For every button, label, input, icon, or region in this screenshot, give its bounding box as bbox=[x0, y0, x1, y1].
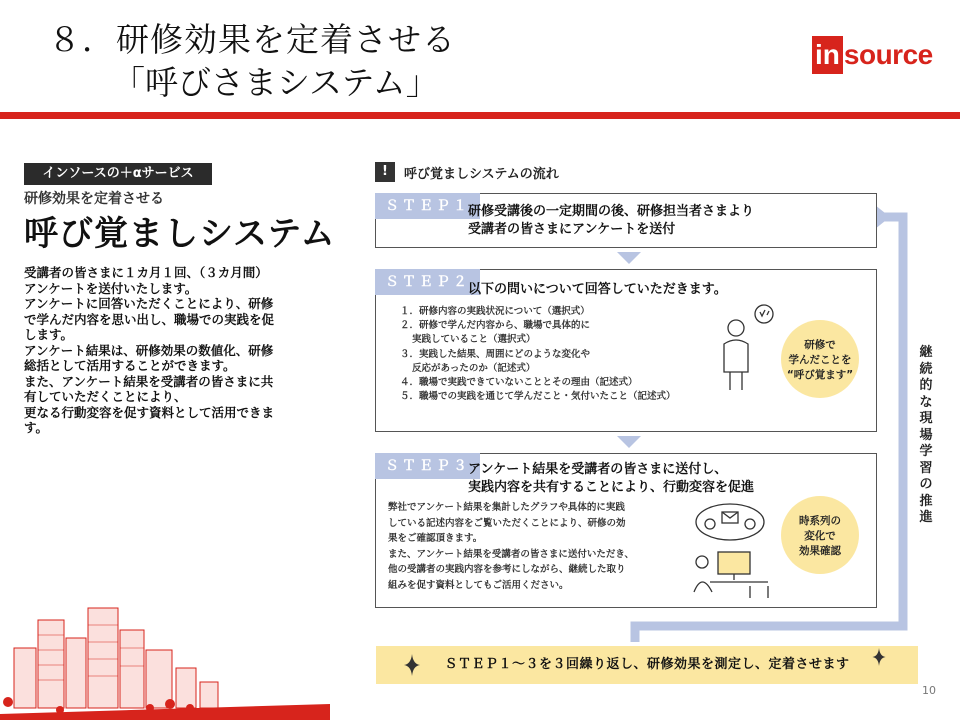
footer-banner-text: ＳＴＥＰ１～３を３回繰り返し、研修効果を測定し、定着させます bbox=[444, 657, 850, 672]
side-label-char: 習 bbox=[919, 460, 933, 476]
question-item: 実践していること（選択式） bbox=[412, 334, 536, 346]
step3-desc-line: また、アンケート結果を受講者の皆さまに送付いただき、 bbox=[388, 548, 635, 560]
step3-line1: アンケート結果を受講者の皆さまに送付し、 bbox=[468, 462, 728, 477]
description-line: また、アンケート結果を受講者の皆さまに共 bbox=[24, 373, 274, 389]
question-item: 反応があったのか（記述式） bbox=[412, 362, 536, 374]
system-subtitle: 研修効果を定着させる bbox=[24, 191, 164, 207]
step2-badge: ＳＴＥＰ２ bbox=[375, 269, 480, 295]
page-number: 10 bbox=[922, 684, 936, 697]
recall-circle-line: “呼び覚ます” bbox=[786, 368, 854, 381]
description-line: アンケートに回答いただくことにより、研修 bbox=[24, 296, 274, 311]
description-line: 更なる行動変容を促す資料として活用できま bbox=[24, 404, 275, 420]
question-item: １．研修内容の実践状況について（選択式） bbox=[400, 306, 590, 317]
question-item: ３．実践した結果、周囲にどのような変化や bbox=[400, 348, 591, 360]
timeline-circle-line: 効果確認 bbox=[799, 544, 841, 557]
step2-heading: 以下の問いについて回答していただきます。 bbox=[468, 282, 727, 297]
step3-line2: 実践内容を共有することにより、行動変容を促進 bbox=[468, 480, 755, 495]
recall-circle bbox=[781, 320, 859, 398]
sparkle-icon bbox=[872, 648, 886, 666]
sparkle-icon bbox=[404, 654, 420, 676]
loop-arrow-head bbox=[875, 205, 890, 229]
description-line: アンケート結果は、研修効果の数値化、研修 bbox=[24, 342, 274, 358]
question-list bbox=[400, 305, 676, 404]
side-label-char: 続 bbox=[919, 361, 933, 377]
step3-desc-line: 弊社でアンケート結果を集計したグラフや具体的に実践 bbox=[388, 502, 625, 513]
side-label-char: 進 bbox=[919, 510, 933, 525]
step1-line1: 研修受講後の一定期間の後、研修担当者さまより bbox=[468, 204, 755, 219]
down-arrow-icon bbox=[617, 252, 641, 264]
recall-circle-line: 研修で bbox=[804, 338, 836, 351]
step2-box bbox=[375, 269, 877, 432]
description-line: します。 bbox=[24, 327, 74, 342]
side-label-char: 場 bbox=[919, 427, 933, 443]
side-label-char: 継 bbox=[919, 345, 933, 360]
step3-desc-line: している記述内容をご覧いただくことにより、研修の効 bbox=[388, 517, 626, 529]
timeline-circle-line: 時系列の bbox=[799, 514, 841, 527]
logo-in: in bbox=[812, 36, 843, 74]
side-label-char: な bbox=[919, 394, 933, 410]
step3-box bbox=[375, 453, 877, 608]
side-label-char: 推 bbox=[919, 493, 933, 509]
flow-heading-text: 呼び覚ましシステムの流れ bbox=[404, 166, 559, 182]
exclamation-icon: ! bbox=[375, 162, 395, 182]
question-item: ２．研修で学んだ内容から、職場で具体的に bbox=[400, 320, 591, 332]
recall-circle-line: 学んだことを bbox=[788, 353, 852, 366]
question-item: ４．職場で実践できていないこととその理由（記述式） bbox=[400, 377, 638, 389]
team-review-icon bbox=[688, 500, 788, 600]
slide-title-line1: ８．研修効果を定着させる bbox=[48, 20, 456, 59]
step1-box bbox=[375, 193, 877, 248]
slide-title-line2: 「呼びさまシステム」 bbox=[112, 63, 439, 102]
step3-desc-line: 他の受講者の実践内容を参考にしながら、継続した取り bbox=[388, 564, 626, 575]
question-item: ５．職場での実践を通じて学んだこと・気付いたこと（記述式） bbox=[400, 391, 676, 403]
side-label-char: 学 bbox=[919, 444, 933, 459]
step3-description bbox=[388, 500, 634, 593]
step1-badge: ＳＴＥＰ１ bbox=[375, 193, 480, 219]
description-line: 受講者の皆さまに１カ月１回、（３カ月間） bbox=[24, 265, 268, 280]
down-arrow-icon bbox=[617, 436, 641, 448]
thinking-person-icon bbox=[716, 304, 778, 394]
description-line: で学んだ内容を思い出し、職場での実践を促 bbox=[24, 311, 275, 327]
system-main-title: 呼び覚ましシステム bbox=[24, 214, 336, 254]
plus-alpha-tag: インソースの＋αサービス bbox=[24, 163, 212, 185]
step3-badge: ＳＴＥＰ３ bbox=[375, 453, 480, 479]
insource-logo bbox=[812, 36, 933, 74]
timeline-circle bbox=[781, 496, 859, 574]
side-label-char: 的 bbox=[919, 378, 933, 393]
description-block bbox=[24, 265, 330, 436]
description-line: 総括として活用することができます。 bbox=[24, 358, 236, 373]
city-illustration bbox=[0, 590, 330, 720]
timeline-circle-line: 変化で bbox=[804, 529, 836, 542]
description-line: 有していただくことにより、 bbox=[24, 389, 187, 404]
step1-line2: 受講者の皆さまにアンケートを送付 bbox=[468, 222, 676, 237]
description-line: す。 bbox=[24, 420, 49, 435]
side-label-char: の bbox=[919, 477, 933, 492]
step3-desc-line: 組みを促す資料としてもご活用ください。 bbox=[388, 579, 569, 591]
flow-heading bbox=[375, 162, 559, 182]
step3-desc-line: 果をご確認頂きます。 bbox=[388, 533, 483, 544]
side-label bbox=[917, 345, 935, 527]
header-divider bbox=[0, 112, 960, 119]
logo-source: source bbox=[843, 39, 933, 70]
side-label-char: 現 bbox=[919, 411, 933, 426]
description-line: アンケートを送付いたします。 bbox=[24, 280, 198, 296]
